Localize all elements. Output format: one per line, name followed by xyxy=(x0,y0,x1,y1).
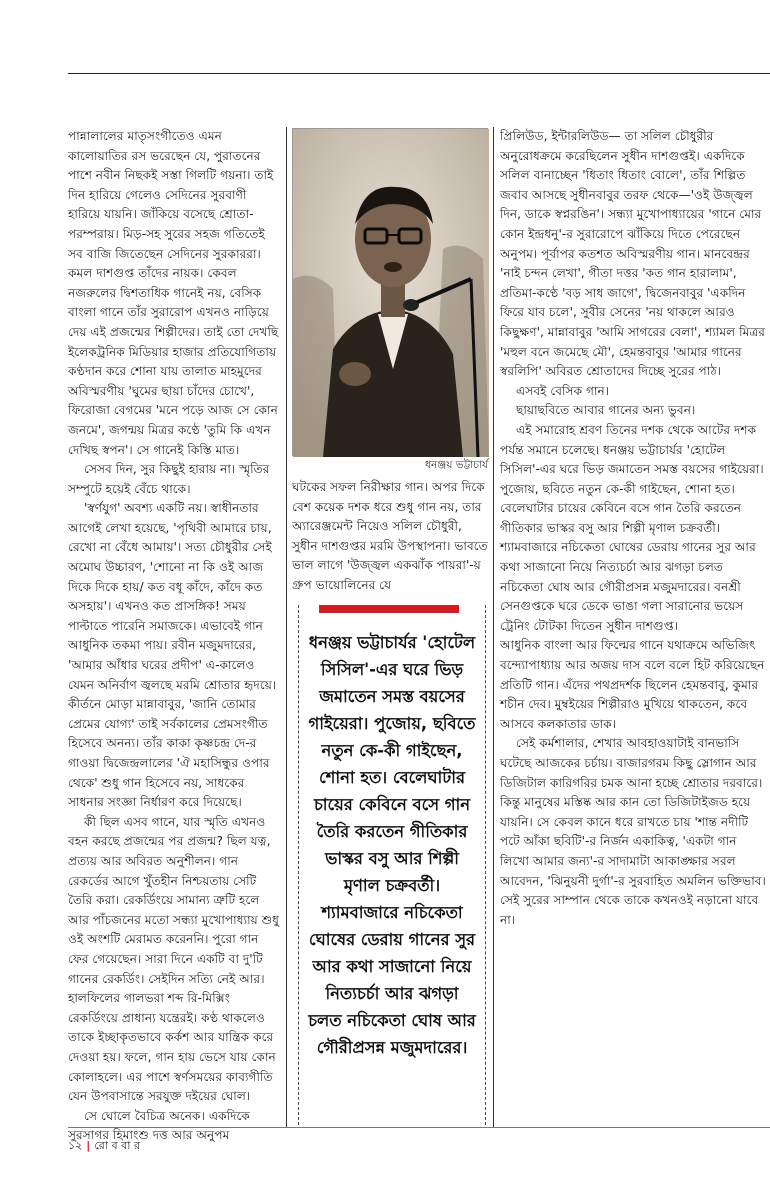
article-column-left xyxy=(68,127,280,1143)
singer-photo xyxy=(292,128,488,456)
top-rule xyxy=(68,73,770,74)
column-divider xyxy=(286,127,287,1127)
paragraph: সে ঘোলে বৈচিত্র অনেক। একদিকে সুরসাগর হিমাংশু দত্ত আর অনুপম xyxy=(68,1108,250,1143)
pull-quote-accent-bar xyxy=(319,605,459,613)
pull-quote xyxy=(298,605,486,1125)
article-column-right xyxy=(500,127,768,1127)
paragraph: ছায়াছবিতে আবার গানের অন্য ভুবন। xyxy=(516,403,696,418)
paragraph: সেই কর্মশালার, শেখার আবহাওয়াটাই বানভাসি ঘটেছে আজকের চর্চায়। বাজারগরম কিছু স্লোগান আর ডিজিটাল কারিগরির চমক আনা হচ্ছে শ্রোতার দরবারে। কিন্তু মানুষের মস্তিষ্ক আর কান তো ডিজিটাইজড হয়ে যায়নি। সে কেবল কানে ধরে রাখতে চায় 'শান্ত নদীটি পটে আঁকা ছবিটি'-র নির্জন একাকিত্ব, 'একটা গান লিখো আমার জন্য'-র সাদামাটা আকাঙ্ক্ষার সরল আবেদন, 'ঝিনুয়নী দুর্গা'-র সুরবাহিত অমলিন ভক্তিভাব। সেই সুরের সাম্পান থেকে তাকে কখনওই নড়ানো যাবে না। xyxy=(500,736,766,927)
article-column-middle xyxy=(292,478,488,603)
page-footer xyxy=(68,1137,140,1156)
page-number: ১২ xyxy=(68,1139,83,1152)
paragraph: এসবই বেসিক গান। xyxy=(516,383,610,398)
paragraph: কী ছিল এসব গানে, যার স্মৃতি এখনও বহন করছে প্রজন্মের পর প্রজন্ম? ছিল যত্ন, প্রত্যয় আর অবিরত অনুশীলন। গান রেকর্ডের আগে খুঁতহীন নিশ্চয়তায় সেটি তৈরি করা। রেকর্ডিংয়ে সামান্য ত্রুটি হলে আর পাঁচজনের মতো সন্ধ্যা মুখোপাধ্যায় শুধু ওই অংশটি মেরামত করেননি। পুরো গান ফের গেয়েছেন। সারা দিনে একটি বা দু'টি গানের রেকর্ডিং। সেইদিন সত্যি নেই আর। হালফিলের গালভরা শব্দ রি-মিক্সিং রেকর্ডিংয়ে প্রাধান্য যন্ত্রেরই। কণ্ঠ থাকলেও তাকে ইচ্ছাকৃতভাবে কর্কশ আর যান্ত্রিক করে দেওয়া হয়। ফলে, গান হায় ভেসে যায় কোন কোলাহলে। এর পাশে স্বর্ণসময়ের কাব্যগীতি যেন উপবাসান্তে সরযুক্ত দইয়ের ঘোল। xyxy=(68,814,279,1104)
photo-caption: ধনঞ্জয় ভট্টাচার্য xyxy=(425,459,488,471)
footer-rule xyxy=(68,1127,770,1128)
column-divider xyxy=(493,127,494,1127)
paragraph: 'স্বর্ণযুগ' অবশ্য একটি নয়। স্বাধীনতার আগেই লেখা হয়েছে, 'পৃথিবী আমারে চায়, রেখো না বেঁধে আমায়'। সত্য চৌধুরীর সেই অমোঘ উচ্চারণ, 'শোনো না কি ওই আজ দিকে দিকে হায়/ কত বধূ কাঁদে, কাঁদে কত অসহায়'। এখনও কত প্রাসঙ্গিক! সময় পাল্টাতে পারেনি সমাজকে। এভাবেই গান আধুনিক তকমা পায়। রবীন মজুমদারের, 'আমার আঁধার ঘরের প্রদীপ' এ-কালেও যেমন অনির্বাণ জ্বলছে মরমি শ্রোতার হৃদয়ে। কীর্তনে মোড়া মান্নাবাবুর, 'জানি তোমার প্রেমের যোগ্য' তাই সর্বকালের প্রেমসংগীত হিসেবে অনন্য। তাঁর কাকা কৃষ্ণচন্দ্র দে-র গাওয়া দ্বিজেন্দ্রলালের 'ঐ মহাসিন্ধুর ওপার থেকে' শুধু গান হিসেবে নয়, সাধকের সাধনার সংজ্ঞা নির্ধারণ করে দিয়েছে। xyxy=(68,501,277,810)
paragraph: আধুনিক বাংলা আর ফিল্মের গানে যথাক্রমে অভিজিৎ বন্দ্যোপাধ্যায় আর অজয় দাস বলে বলে হিট করিয়েছেন প্রতিটি গান। এঁদের পথপ্রদর্শক ছিলেন হেমন্তবাবু, কুমার শচীন দেব। মুম্বইয়ের শিল্পীরাও মুখিয়ে থাকতেন, কবে আসবে কলকাতার ডাক। xyxy=(500,638,765,731)
singer-photo-icon xyxy=(293,129,489,457)
paragraph: সেসব দিন, সুর কিছুই হারায় না। স্মৃতির সম্পুটে হয়েই বেঁচে থাকে। xyxy=(68,462,270,496)
paragraph: প্রিলিউড, ইন্টারলিউড— তা সলিল চৌধুরীর অনুরোধক্রমে করেছিলেন সুধীন দাশগুপ্তই। একদিকে সলিল বানাচ্ছেন 'ধিতাং ধিতাং বোলে', তাঁর শিল্পিত জবাব আসছে সুধীনবাবুর তরফ থেকে—'ওই উজ্জ্বল দিন, ডাকে স্বপ্নরঙিন'। সন্ধ্যা মুখোপাধ্যায়ের 'গানে মোর কোন ইন্দ্রধনু'-র সুরারোপে ঝাঁকিয়ে দিতে পেরেছেন অনুপম। পূর্বাপর কতশত অবিস্মরণীয় গান। মানবেন্দ্রর 'নাই চন্দন লেখা', গীতা দত্তর 'কত গান হারালাম', প্রতিমা-কণ্ঠে 'বড় সাধ জাগে', দ্বিজেনবাবুর 'একদিন ফিরে যাব চলে', সুবীর সেনের 'নয় থাকলে আরও কিছুক্ষণ', মান্নাবাবুর 'আমি সাগরের বেলা', শ্যামল মিত্রর 'মহুল বনে জমেছে মৌ', হেমন্তবাবুর 'আমার গানের স্বরলিপি' অবিরত শ্রোতাদের দিচ্ছে সুরের পাঠ। xyxy=(500,129,766,379)
paragraph: পান্নালালের মাতৃসংগীতেও এমন কালোয়াতির রস ভরেছেন যে, পুরাতনের পাশে নবীন নিছকই সস্তা গিলটি গয়না। তাই দিন হারিয়ে গেলেও সেদিনের সুরবাণী হারিয়ে যায়নি। জাঁকিয়ে বসেছে শ্রোতা-পরম্পরায়। মিড়-সহ সুরের সহজ গতিতেই সব বাজি জিতেছেন সেদিনের সুরকাররা। কমল দাশগুপ্ত তাঁদের নায়ক। কেবল নজরুলের দ্বিশতাধিক গানেই নয়, বেসিক বাংলা গানে তাঁর সুরারোপ এখনও নাড়িয়ে দেয় এই প্রজন্মের শিল্পীদের। তাই তো দেখছি ইলেকট্রনিক মিডিয়ার হাজার প্রতিযোগিতায় কণ্ঠদান করে শোনা যায় তালাত মাহমুদের অবিস্মরণীয় 'ঘুমের ছায়া চাঁদের চোখে', ফিরোজা বেগমের 'মনে পড়ে আজ সে কোন জনমে', জগন্ময় মিত্রর কণ্ঠে 'তুমি কি এখন দেখিছ স্বপন'। সে গানেই কিস্তি মাত। xyxy=(68,129,279,457)
pull-quote-text: ধনঞ্জয় ভট্টাচার্যর 'হোটেল সিসিল'-এর ঘরে ভিড় জমাতেন সমস্ত বয়সের গাইয়েরা। পুজোয়, ছবিতে নতুন কে-কী গাইছেন, শোনা হত। বেলেঘাটার চায়ের কেবিনে বসে গান তৈরি করতেন গীতিকার ভাস্কর বসু আর শিল্পী মৃণাল চক্রবর্তী। শ্যামবাজারে নচিকেতা ঘোষের ডেরায় গানের সুর আর কথা সাজানো নিয়ে নিত্যচর্চা আর ঝগড়া চলত নচিকেতা ঘোষ আর গৌরীপ্রসন্ন মজুমদারের। xyxy=(308,633,476,1057)
paragraph: এই সমারোহ শ্রবণ তিনের দশক থেকে আটের দশক পর্যন্ত সমানে চলেছে। ধনঞ্জয় ভট্টাচার্যর 'হোটেল সিসিল'-এর ঘরে ভিড় জমাতেন সমস্ত বয়সের গাইয়েরা। পুজোয়, ছবিতে নতুন কে-কী গাইছেন, শোনা হত। বেলেঘাটার চায়ের কেবিনে বসে গান তৈরি করতেন গীতিকার ভাস্কর বসু আর শিল্পী মৃণাল চক্রবর্তী। শ্যামবাজারে নচিকেতা ঘোষের ডেরায় গানের সুর আর কথা সাজানো নিয়ে নিত্যচর্চা আর ঝগড়া চলত নচিকেতা ঘোষ আর গৌরীপ্রসন্ন মজুমদারের। বনশ্রী সেনগুপ্তকে ঘরে ডেকে ভাঙা গলা সারানোর ভয়েস ট্রেনিং টোটকা দিতেন সুধীন দাশগুপ্ত। xyxy=(500,422,764,633)
paragraph: ঘটকের সফল নিরীক্ষার গান। অপর দিকে বেশ কয়েক দশক ধরে শুধু গান নয়, তার অ্যারেঞ্জমেন্ট নিয়েও সলিল চৌধুরী, সুধীন দাশগুপ্তর মরমি উপস্থাপনা। ভাবতে ভাল লাগে 'উজ্জ্বল একঝাঁক পায়রা'-য় গ্রুপ ভায়োলিনের যে xyxy=(292,480,488,592)
section-name: রো ব বা র xyxy=(94,1139,141,1152)
footer-separator: | xyxy=(86,1139,91,1152)
